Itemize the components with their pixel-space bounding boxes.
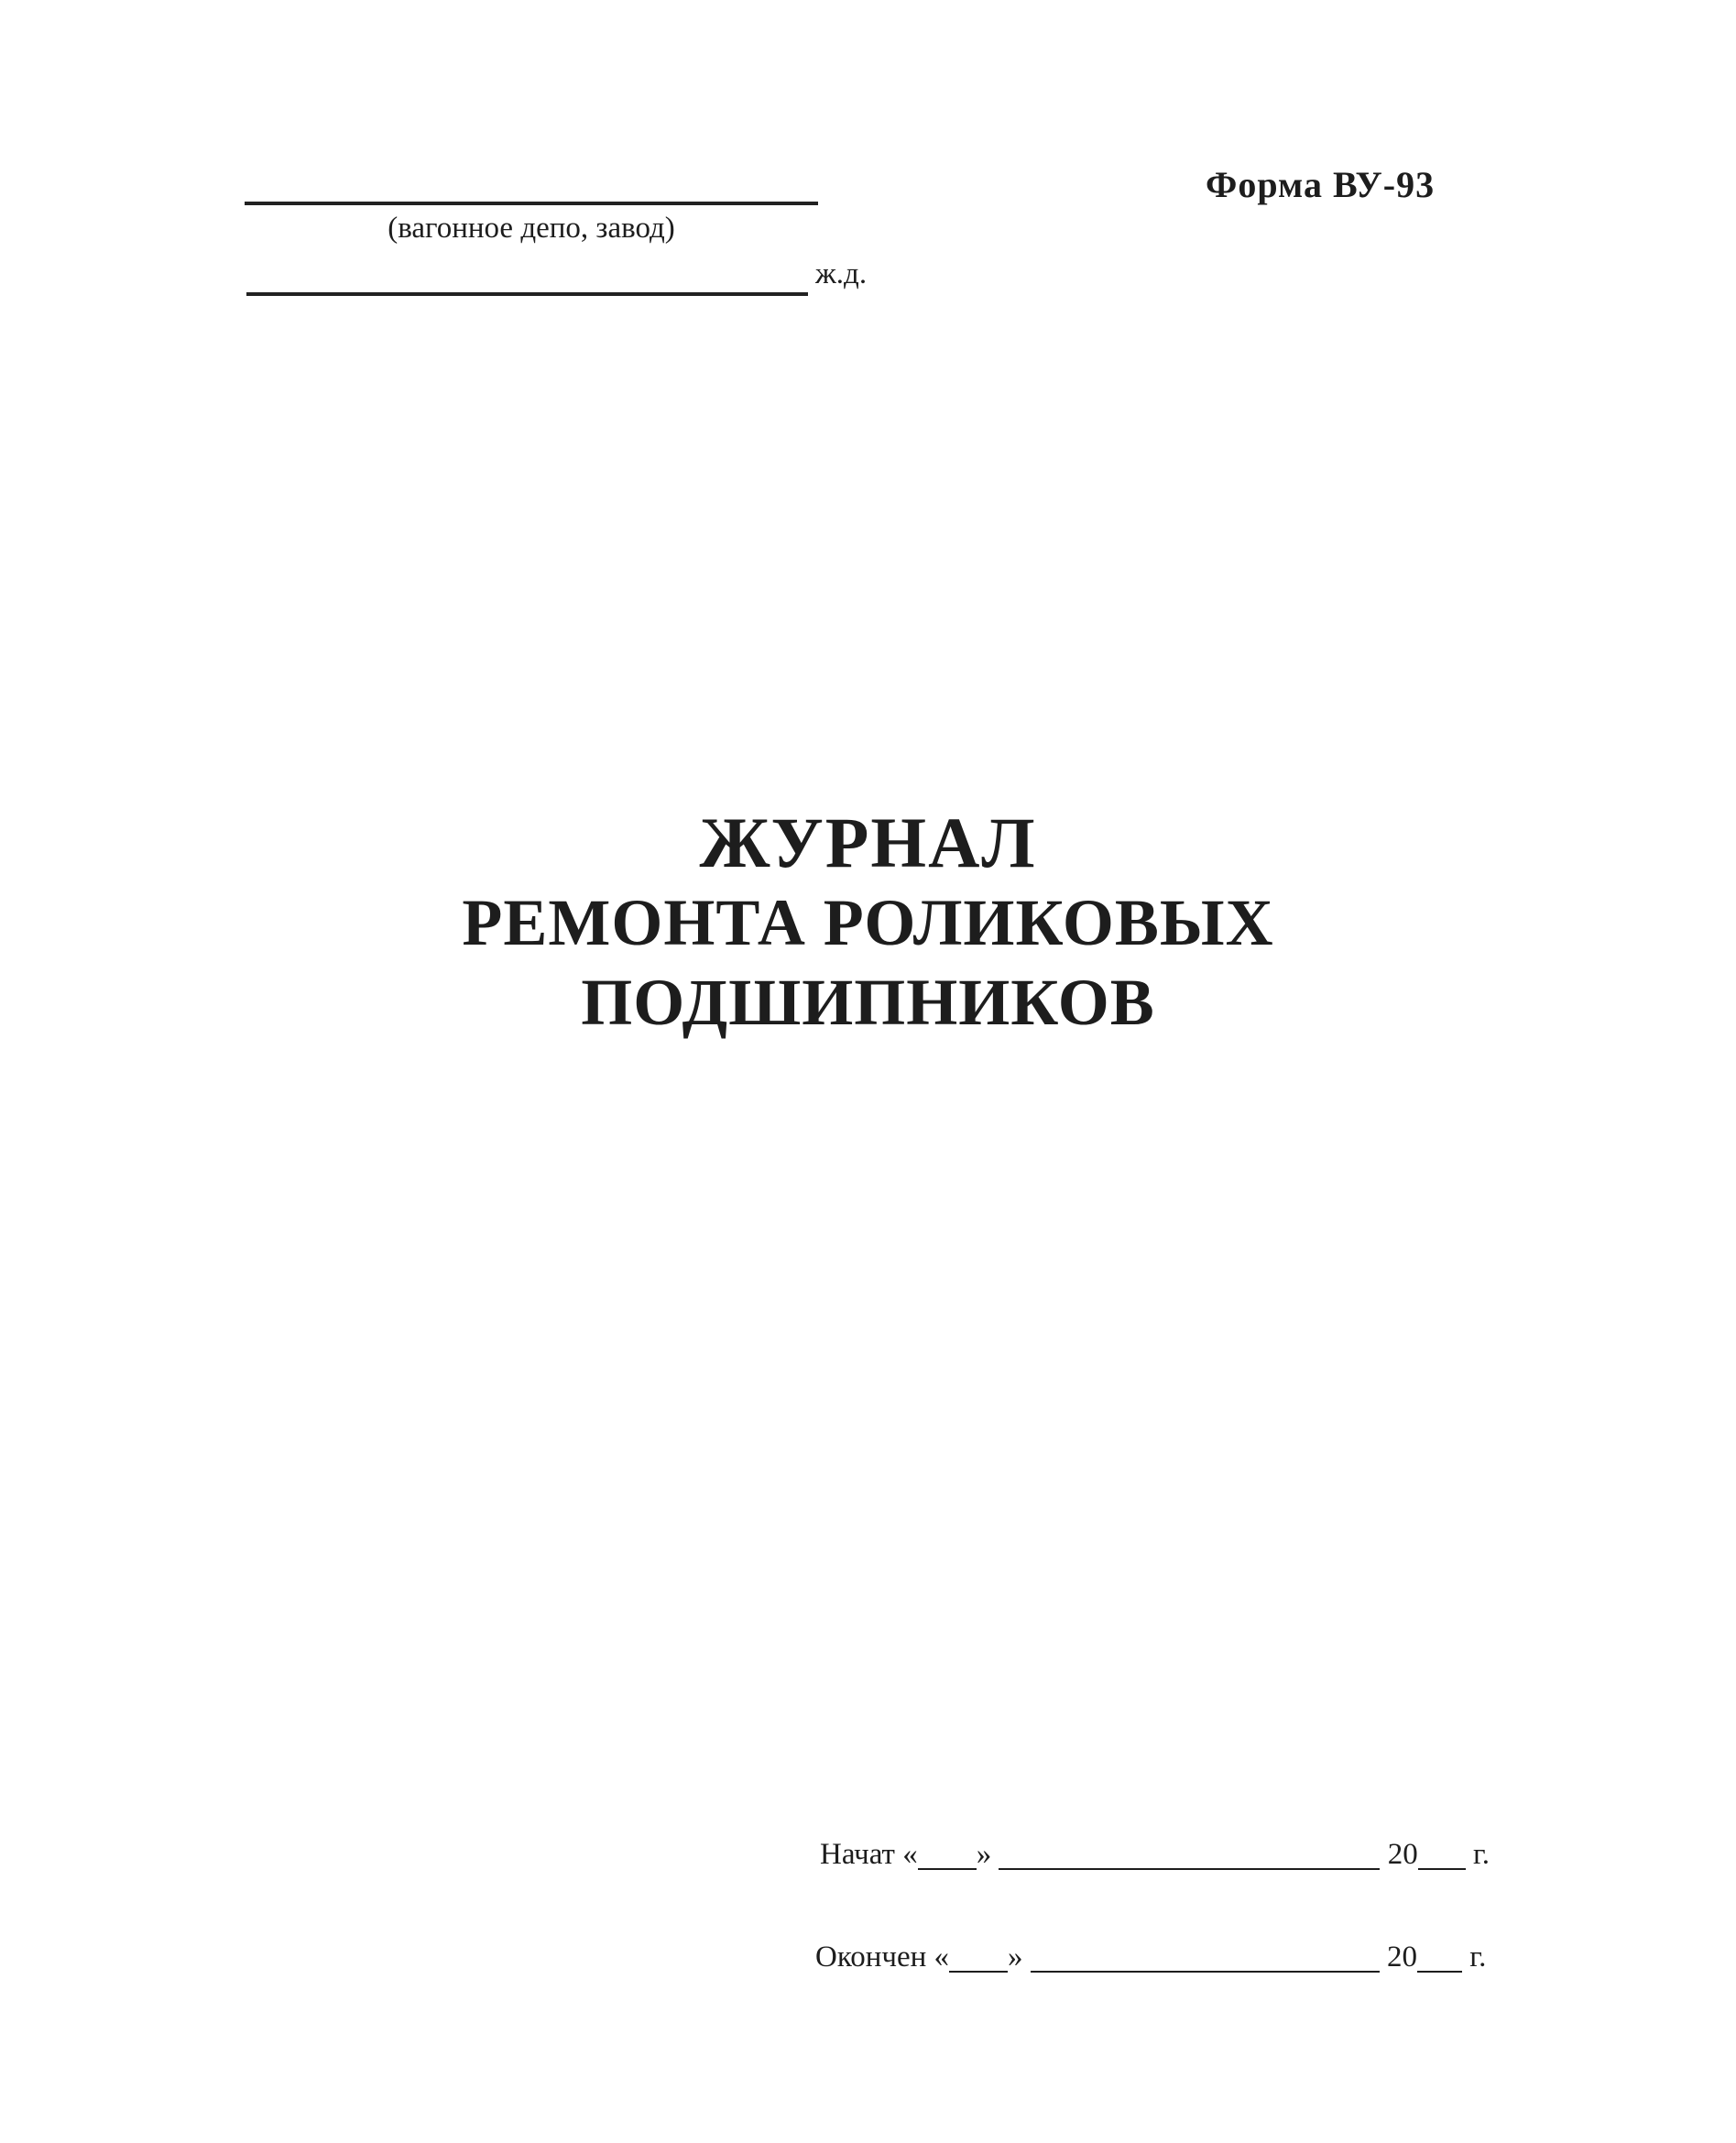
railway-label: ж.д. — [815, 257, 868, 290]
started-year-suffix: г. — [1472, 1838, 1490, 1871]
started-day-blank — [918, 1868, 977, 1870]
finished-row — [815, 1941, 1486, 1974]
journal-title — [0, 803, 1736, 1043]
depot-fill-line — [245, 202, 818, 205]
started-row — [820, 1838, 1490, 1872]
depot-caption: (вагонное депо, завод) — [388, 212, 675, 245]
started-year-blank — [1418, 1868, 1466, 1870]
finished-year-prefix: 20 — [1387, 1941, 1418, 1974]
railway-fill-line — [246, 292, 808, 296]
title-line-journal: ЖУРНАЛ — [699, 803, 1037, 882]
finished-quote-close: » — [1008, 1941, 1023, 1974]
started-quote-close: » — [976, 1838, 992, 1871]
title-line-repair-roller: РЕМОНТА РОЛИКОВЫХ — [462, 886, 1274, 959]
finished-quote-open: « — [934, 1941, 950, 1974]
finished-month-blank — [1031, 1971, 1380, 1973]
form-code-label: Форма ВУ-93 — [1206, 164, 1436, 205]
finished-label: Окончен — [815, 1941, 927, 1974]
finished-day-blank — [949, 1971, 1008, 1973]
started-year-prefix: 20 — [1387, 1838, 1418, 1871]
finished-year-blank — [1417, 1971, 1462, 1973]
started-quote-open: « — [902, 1838, 918, 1871]
started-label: Начат — [820, 1838, 895, 1871]
finished-year-suffix: г. — [1469, 1941, 1487, 1974]
started-month-blank — [999, 1868, 1380, 1870]
title-line-bearings: ПОДШИПНИКОВ — [581, 966, 1155, 1039]
